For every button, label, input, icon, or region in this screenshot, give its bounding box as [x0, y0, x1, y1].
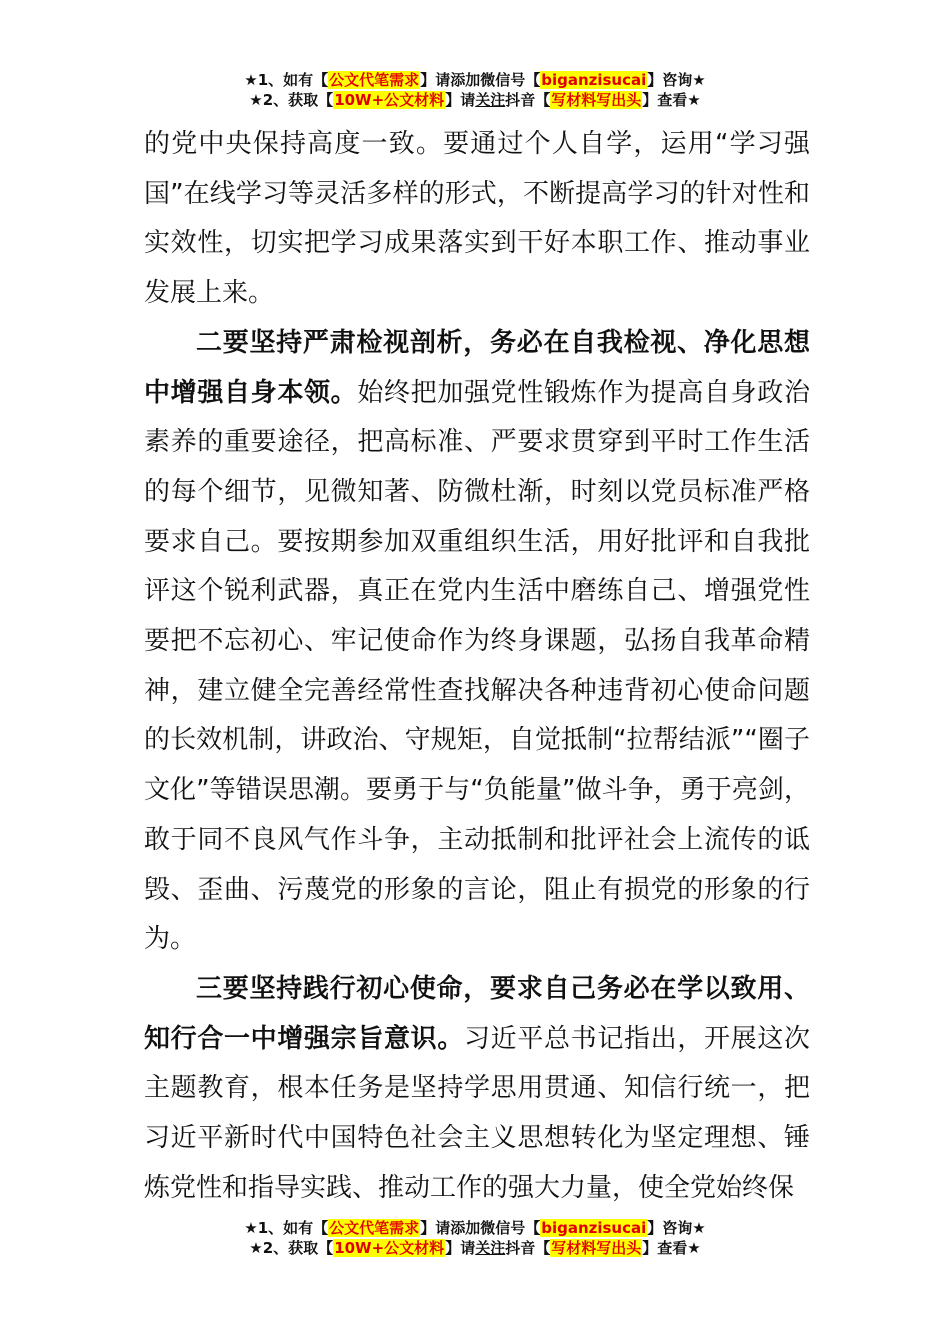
- banner-highlight: 10W+公文材料: [334, 91, 445, 109]
- paragraph-1: 的党中央保持高度一致。要通过个人自学，运用“学习强国”在线学习等灵活多样的形式，不断提高学习的针对性和实效性，切实把学习成果落实到干好本职工作、推动事业发展上来。: [144, 129, 810, 309]
- banner-text: 】请添加微信号【: [420, 1219, 541, 1237]
- banner-highlight: 公文代笔需求: [329, 71, 420, 89]
- banner-highlight: 10W+公文材料: [334, 1239, 445, 1257]
- banner-text: 】查看★: [642, 91, 701, 109]
- banner-text: ★2、获取【: [249, 1239, 334, 1257]
- wechat-id-highlight: biganzisucai: [541, 1219, 647, 1237]
- document-body: [144, 120, 810, 1213]
- douyin-account-highlight: 写材料写出头: [551, 1239, 642, 1257]
- banner-text: 抖音【: [505, 1239, 551, 1257]
- banner-line-2: [0, 90, 950, 110]
- banner-underline: 关注: [475, 91, 506, 109]
- paragraph-3-body: 习近平总书记指出，开展这次主题教育，根本任务是坚持学思用贯通、知信行统一，把习近平新时代中国特色社会主义思想转化为坚定理想、锤炼党性和指导实践、推动工作的强大力量，使全党始终保: [144, 1023, 810, 1203]
- banner-highlight: 公文代笔需求: [329, 1219, 420, 1237]
- banner-line-1: [0, 70, 950, 90]
- wechat-id-highlight: biganzisucai: [541, 71, 647, 89]
- banner-text: ★1、如有【: [244, 1219, 329, 1237]
- paragraph-2-body: 始终把加强党性锻炼作为提高自身政治素养的重要途径，把高标准、严要求贯穿到平时工作生活的每个细节，见微知著、防微杜渐，时刻以党员标准严格要求自己。要按期参加双重组织生活，用好批评和自我批评这个锐利武器，真正在党内生活中磨练自己、增强党性要把不忘初心、牢记使命作为终身课题，弘扬自我革命精神，建立健全完善经常性查找解决各种违背初心使命问题的长效机制，讲政治、守规矩，自觉抵制“拉帮结派”“圈子文化”等错误思潮。要勇于与“负能量”做斗争，勇于亮剑，敢于同不良风气作斗争，主动抵制和批评社会上流传的诋毁、歪曲、污蔑党的形象的言论，阻止有损党的形象的行为。: [144, 377, 810, 955]
- douyin-account-highlight: 写材料写出头: [551, 91, 642, 109]
- paragraph-2-heading: 二要坚持严肃检视剖析，务必在自我检视、净化思想中增强自身本领。: [144, 327, 810, 408]
- paragraph-3: [144, 965, 810, 1214]
- banner-text: 】查看★: [642, 1239, 701, 1257]
- bottom-banner: [0, 1218, 950, 1258]
- banner-text: 】咨询★: [647, 1219, 706, 1237]
- banner-text: 】咨询★: [647, 71, 706, 89]
- paragraph-2: [144, 319, 810, 965]
- banner-text: 】请添加微信号【: [420, 71, 541, 89]
- paragraph-3-heading: 三要坚持践行初心使命，要求自己务必在学以致用、知行合一中增强宗旨意识。: [144, 973, 810, 1054]
- top-banner: [0, 70, 950, 110]
- banner-text: ★1、如有【: [244, 71, 329, 89]
- banner-line-2: [0, 1238, 950, 1258]
- banner-text: 】请: [445, 91, 476, 109]
- banner-text: ★2、获取【: [249, 91, 334, 109]
- banner-underline: 关注: [475, 1239, 506, 1257]
- banner-text: 】请: [445, 1239, 476, 1257]
- banner-line-1: [0, 1218, 950, 1238]
- banner-text: 抖音【: [505, 91, 551, 109]
